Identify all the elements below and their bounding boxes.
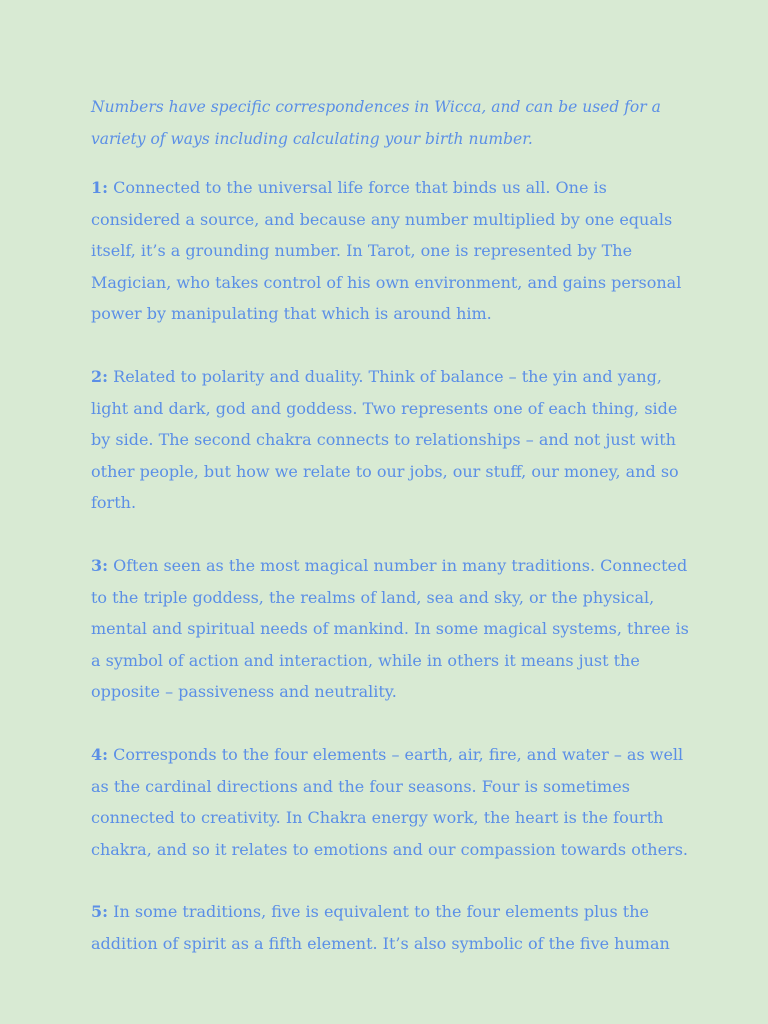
entry-number: 4: [91,744,109,764]
entry-text: In some traditions, five is equivalent to the four elements plus the addition of spirit as a fifth element. It’s also symbolic of the five human [91,902,670,953]
entry-number: 5: [91,902,109,922]
entry-1 [91,172,691,330]
entry-text: Often seen as the most magical number in many traditions. Connected to the triple goddess, the realms of land, sea and sky, or the physical, mental and spiritual needs of mankind. In some magical systems, three is a symbol of action and interaction, while in others it means just the opposite – passiveness and neutrality. [91,555,689,702]
entry-text: Connected to the universal life force that binds us all. One is considered a source, and because any number multiplied by one equals itself, it’s a grounding number. In Tarot, one is represented by The Magician, who takes control of his own environment, and gains personal power by manipulating that which is around him. [91,178,682,324]
entry-number: 2: [91,366,109,386]
entry-text: Corresponds to the four elements – earth, air, fire, and water – as well as the cardinal directions and the four seasons. Four is sometimes connected to creativity. In Chakra energy work, the heart is the fourth chakra, and so it relates to emotions and our compassion towards others. [91,744,688,859]
entry-5 [91,896,691,959]
entry-number: 1: [91,178,109,197]
document-body [91,91,691,990]
entry-2 [91,361,691,519]
entry-number: 3: [91,555,109,575]
entry-4 [91,739,691,865]
entry-3 [91,550,691,708]
intro-paragraph: Numbers have specific correspondences in Wicca, and can be used for a variety of ways including calculating your birth number. [91,98,661,148]
entry-text: Related to polarity and duality. Think of balance – the yin and yang, light and dark, god and goddess. Two represents one of each thing, side by side. The second chakra connects to relationships – and not just with other people, but how we relate to our jobs, our stuff, our money, and so forth. [91,366,679,513]
